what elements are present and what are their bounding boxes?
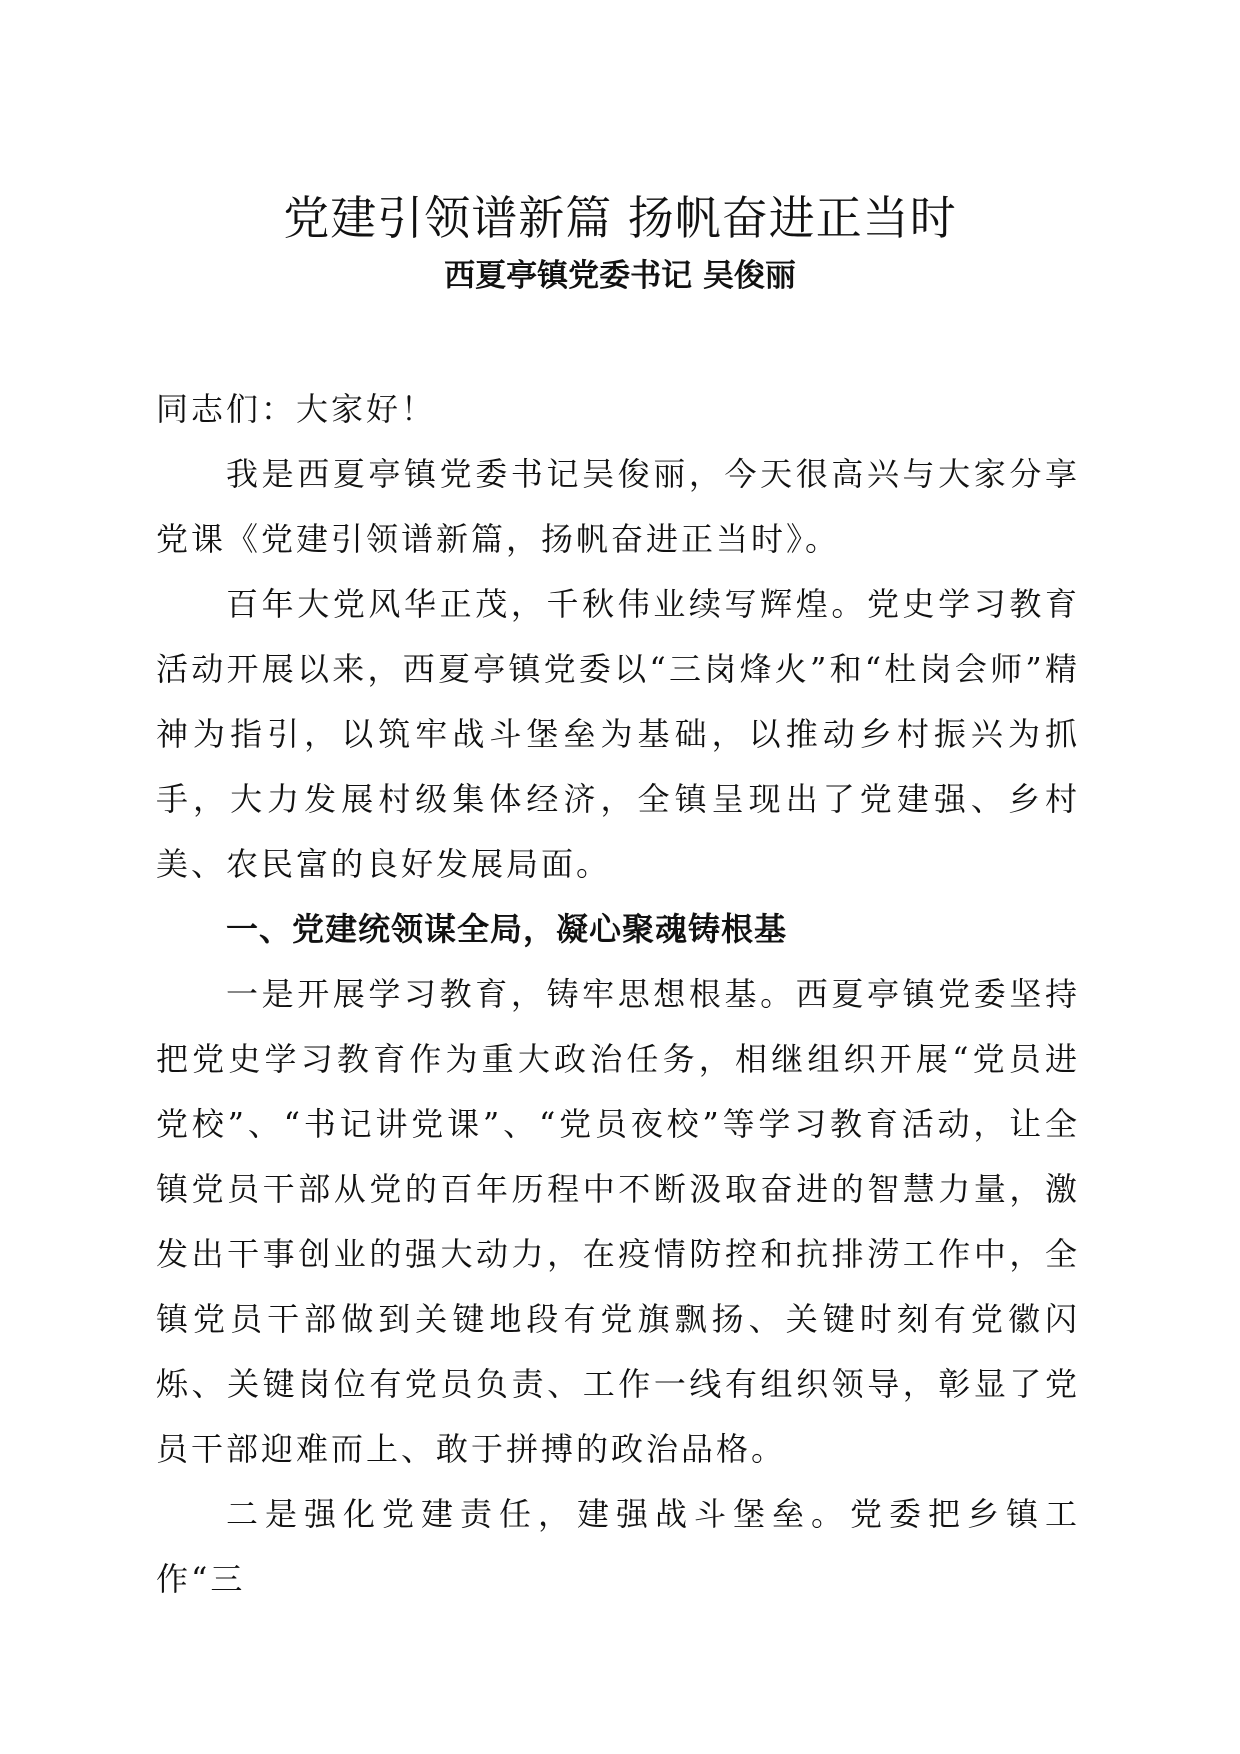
paragraph-section-1: 一是开展学习教育，铸牢思想根基。西夏亭镇党委坚持把党史学习教育作为重大政治任务，相继组织开展“党员进党校”、“书记讲党课”、“党员夜校”等学习教育活动，让全镇党员干部从党的百年历程中不断汲取奋进的智慧力量，激发出干事创业的强大动力，在疫情防控和抗排涝工作中，全镇党员干部做到关键地段有党旗飘扬、关键时刻有党徽闪烁、关键岗位有党员负责、工作一线有组织领导，彰显了党员干部迎难而上、敢于拼搏的政治品格。 (156, 975, 1080, 1468)
paragraph-section-2: 二是强化党建责任，建强战斗堡垒。党委把乡镇工作“三 (156, 1495, 1080, 1598)
paragraph-overview: 百年大党风华正茂，千秋伟业续写辉煌。党史学习教育活动开展以来，西夏亭镇党委以“三岗烽火”和“杜岗会师”精神为指引，以筑牢战斗堡垒为基础，以推动乡村振兴为抓手，大力发展村级集体经济，全镇呈现出了党建强、乡村美、农民富的良好发展局面。 (156, 585, 1080, 883)
document-subtitle: 西夏亭镇党委书记 吴俊丽 (444, 258, 796, 294)
greeting: 同志们：大家好！ (156, 390, 437, 428)
document-title: 党建引领谱新篇 扬帆奋进正当时 (283, 191, 957, 245)
document-body (156, 377, 1080, 1612)
paragraph-intro: 我是西夏亭镇党委书记吴俊丽，今天很高兴与大家分享党课《党建引领谱新篇，扬帆奋进正当时》。 (156, 455, 1080, 558)
section-heading: 一、党建统领谋全局，凝心聚魂铸根基 (226, 910, 788, 948)
